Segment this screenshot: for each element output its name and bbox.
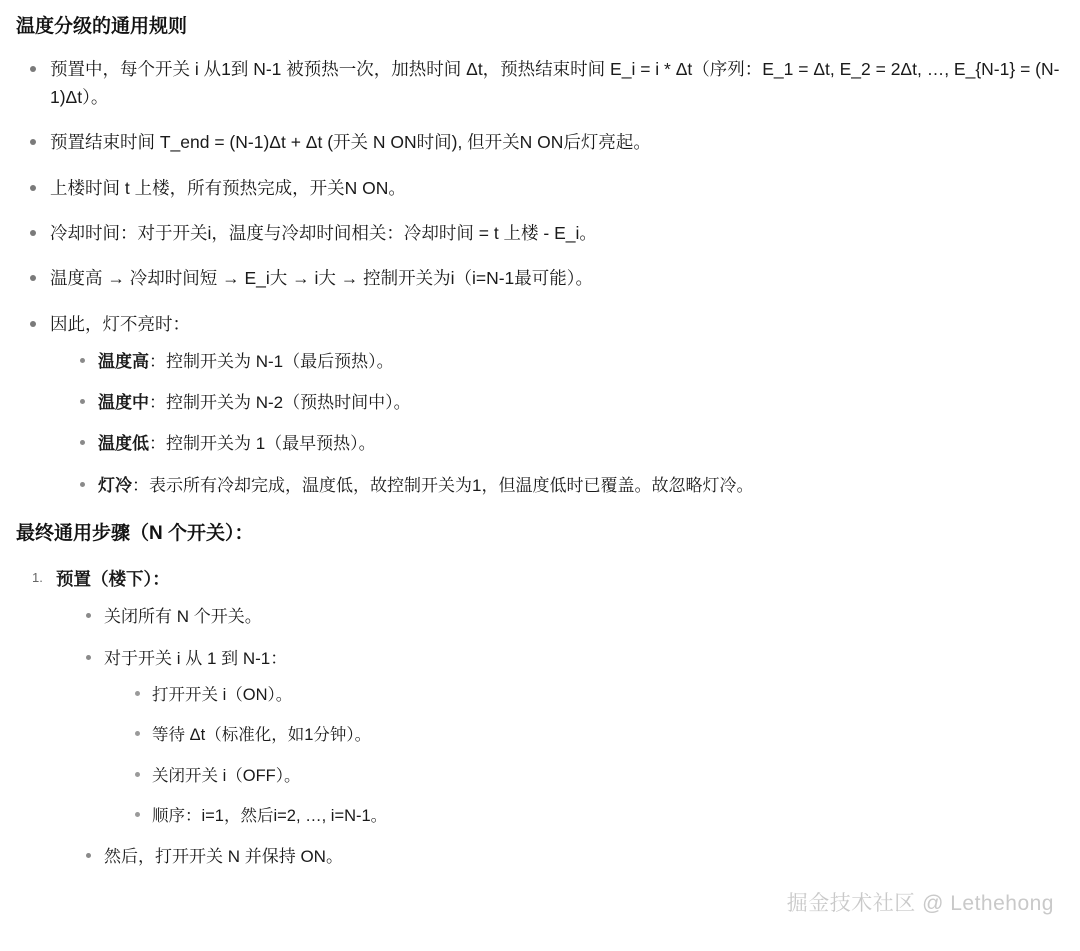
- temperature-desc: ：控制开关为 N-1（最后预热）。: [149, 352, 394, 371]
- subsubstep-text: 顺序：i=1，然后i=2, …, i=N-1。: [152, 806, 388, 825]
- steps-title: 最终通用步骤（N 个开关）：: [16, 522, 254, 544]
- list-item: [26, 174, 1064, 202]
- temperature-desc: ：控制开关为 1（最早预热）。: [149, 434, 376, 454]
- temperature-desc: ：控制开关为 N-2（预热时间中）。: [149, 393, 411, 413]
- rule-text: 冷却时间：对于开关i，温度与冷却时间相关：冷却时间 = t 上楼 - E_i。: [50, 222, 597, 243]
- list-item: [26, 55, 1064, 112]
- temperature-label: 灯冷: [98, 475, 132, 495]
- list-item: [82, 645, 1064, 830]
- temperature-label: 温度低: [98, 434, 149, 454]
- page-title: 温度分级的通用规则: [16, 16, 188, 37]
- substep-text: 对于开关 i 从 1 到 N-1：: [104, 648, 288, 668]
- list-item: [50, 565, 1064, 870]
- list-item: [76, 389, 1064, 416]
- watermark: 掘金技术社区 @ Lethehong: [786, 892, 1054, 915]
- list-item: [76, 430, 1064, 457]
- rule-text: 温度高 → 冷却时间短 → E_i大 → i大 → 控制开关为i（i=N-1最可能）。: [50, 268, 594, 289]
- subsubstep-text: 关闭开关 i（OFF）。: [152, 766, 301, 785]
- list-item: [26, 264, 1064, 292]
- list-item: [130, 763, 1064, 789]
- substep-text: 关闭所有 N 个开关。: [104, 607, 262, 627]
- rule-text: 预置结束时间 T_end = (N-1)Δt + Δt (开关 N ON时间), 但开关N ON后灯亮起。: [50, 132, 651, 153]
- step-substeps: [56, 603, 1064, 870]
- rules-list: [16, 55, 1064, 499]
- rule-text: 因此，灯不亮时：: [50, 313, 190, 334]
- list-item: [82, 603, 1064, 630]
- temperature-label: 温度中: [98, 393, 149, 413]
- list-item: [76, 472, 1064, 499]
- list-item: [130, 803, 1064, 829]
- step-subsubsteps: [104, 682, 1064, 830]
- temperature-label: 温度高: [98, 352, 149, 371]
- subsubstep-text: 打开开关 i（ON）。: [152, 685, 293, 704]
- temperature-class-list: [50, 348, 1064, 499]
- rule-text: 上楼时间 t 上楼，所有预热完成，开关N ON。: [50, 177, 406, 198]
- list-item: [76, 348, 1064, 375]
- list-item: [130, 682, 1064, 708]
- substep-text: 然后，打开开关 N 并保持 ON。: [104, 847, 343, 867]
- list-item: [82, 843, 1064, 870]
- list-item: [26, 128, 1064, 156]
- list-item: [26, 310, 1064, 499]
- subsubstep-text: 等待 Δt（标准化，如1分钟）。: [152, 726, 372, 745]
- temperature-desc: ：表示所有冷却完成，温度低，故控制开关为1，但温度低时已覆盖。故忽略灯冷。: [132, 475, 754, 495]
- rule-text: 预置中，每个开关 i 从1到 N-1 被预热一次，加热时间 Δt，预热结束时间 E_i = i * Δt（序列：E_1 = Δt, E_2 = 2Δt, …, E_{N-1} = (N-1)Δt）。: [50, 58, 1060, 107]
- step-heading: 预置（楼下）：: [56, 569, 170, 590]
- steps-list: [16, 565, 1064, 870]
- list-item: [130, 722, 1064, 748]
- list-item: [26, 219, 1064, 247]
